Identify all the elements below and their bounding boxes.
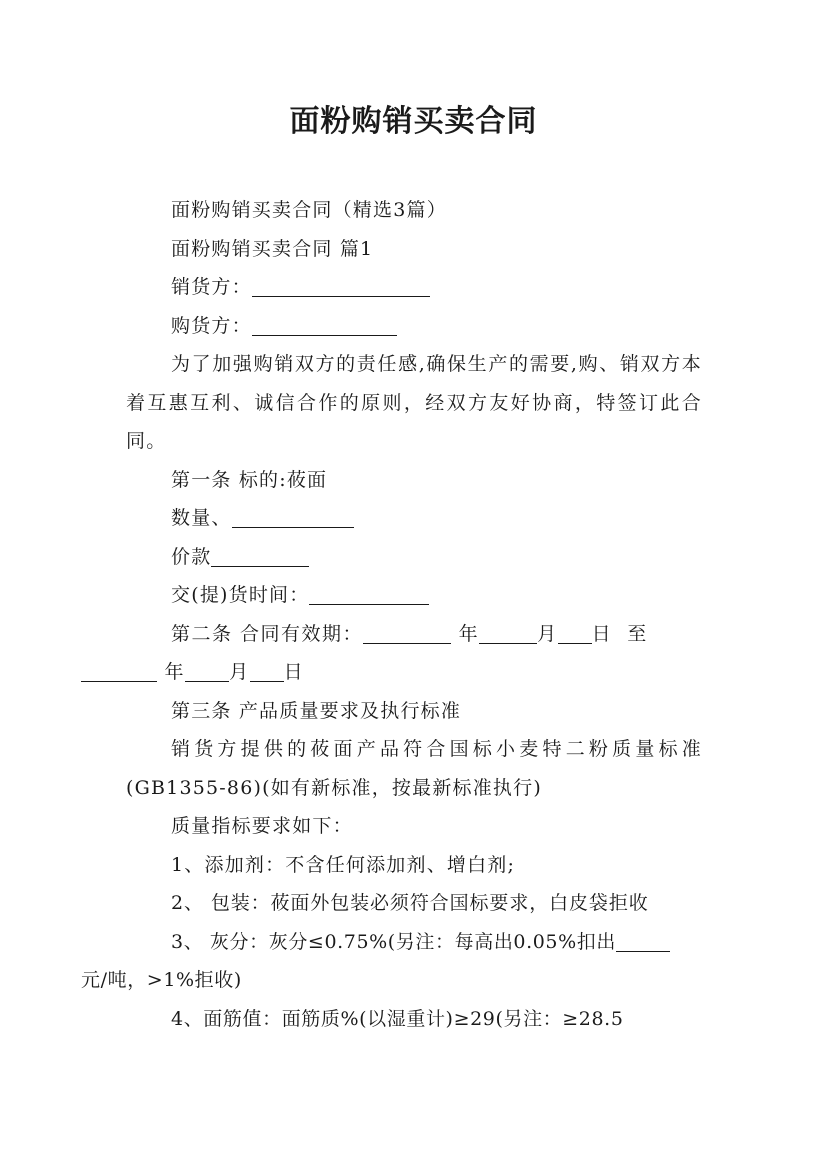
document-title: 面粉购销买卖合同 xyxy=(289,104,538,139)
article-2-validity xyxy=(126,615,702,692)
end-month-label: 月 xyxy=(229,661,250,683)
part-1-heading: 面粉购销买卖合同 篇1 xyxy=(171,237,374,260)
end-day-label: 日 xyxy=(283,661,305,683)
seller-label: 销货方： xyxy=(171,276,252,298)
buyer-blank xyxy=(252,313,397,336)
end-year-blank xyxy=(81,659,157,682)
quantity-line xyxy=(126,499,702,538)
seller-line xyxy=(126,268,702,307)
quality-item-2: 2、 包装：莜面外包装必须符合国标要求，白皮袋拒收 xyxy=(171,892,649,914)
delivery-line xyxy=(126,576,702,615)
start-day-blank xyxy=(558,621,592,644)
buyer-line xyxy=(126,307,702,346)
quantity-label: 数量、 xyxy=(171,507,232,529)
price-label: 价款 xyxy=(171,545,212,568)
quantity-blank xyxy=(232,505,354,528)
article-3-text: 销货方提供的莜面产品符合国标小麦特二粉质量标准(GB1355-86)(如有新标准，按最新标准执行) xyxy=(126,738,702,799)
start-year-blank xyxy=(363,621,451,644)
to-label: 至 xyxy=(627,622,648,645)
quality-item-3-text: 3、 灰分：灰分≤0.75%(另注：每高出0.05%扣出 xyxy=(171,930,616,953)
start-month-label: 月 xyxy=(537,622,558,645)
buyer-label: 购货方： xyxy=(171,314,252,337)
delivery-blank xyxy=(309,582,429,605)
quality-item-4: 4、面筋值：面筋质%(以湿重计)≥29(另注：≥28.5 xyxy=(171,1007,624,1030)
article-2-prefix: 第二条 合同有效期： xyxy=(171,622,364,645)
end-day-blank xyxy=(250,659,284,682)
quality-intro: 质量指标要求如下： xyxy=(171,815,353,837)
quality-item-1: 1、添加剂：不含任何添加剂、增白剂; xyxy=(171,853,516,876)
start-day-label: 日 xyxy=(591,622,613,645)
article-3-title: 第三条 产品质量要求及执行标准 xyxy=(171,699,462,722)
start-month-blank xyxy=(479,621,537,644)
deduction-blank xyxy=(616,929,670,952)
end-month-blank xyxy=(185,659,229,682)
end-year-label: 年 xyxy=(164,661,186,683)
purpose-paragraph: 为了加强购销双方的责任感,确保生产的需要,购、销双方本着互惠互利、诚信合作的原则，经双方友好协商，特签订此合同。 xyxy=(126,353,702,452)
document-body xyxy=(81,191,702,1038)
price-line xyxy=(126,538,702,577)
quality-item-3 xyxy=(81,923,702,1000)
price-blank xyxy=(211,544,309,567)
start-year-label: 年 xyxy=(458,622,480,645)
intro-line: 面粉购销买卖合同（精选3篇） xyxy=(171,199,447,221)
quality-item-3-tail: 元/吨，>1%拒收) xyxy=(81,969,242,991)
seller-blank xyxy=(252,274,430,297)
article-1-subject: 第一条 标的:莜面 xyxy=(171,468,328,491)
delivery-label: 交(提)货时间： xyxy=(171,584,310,606)
